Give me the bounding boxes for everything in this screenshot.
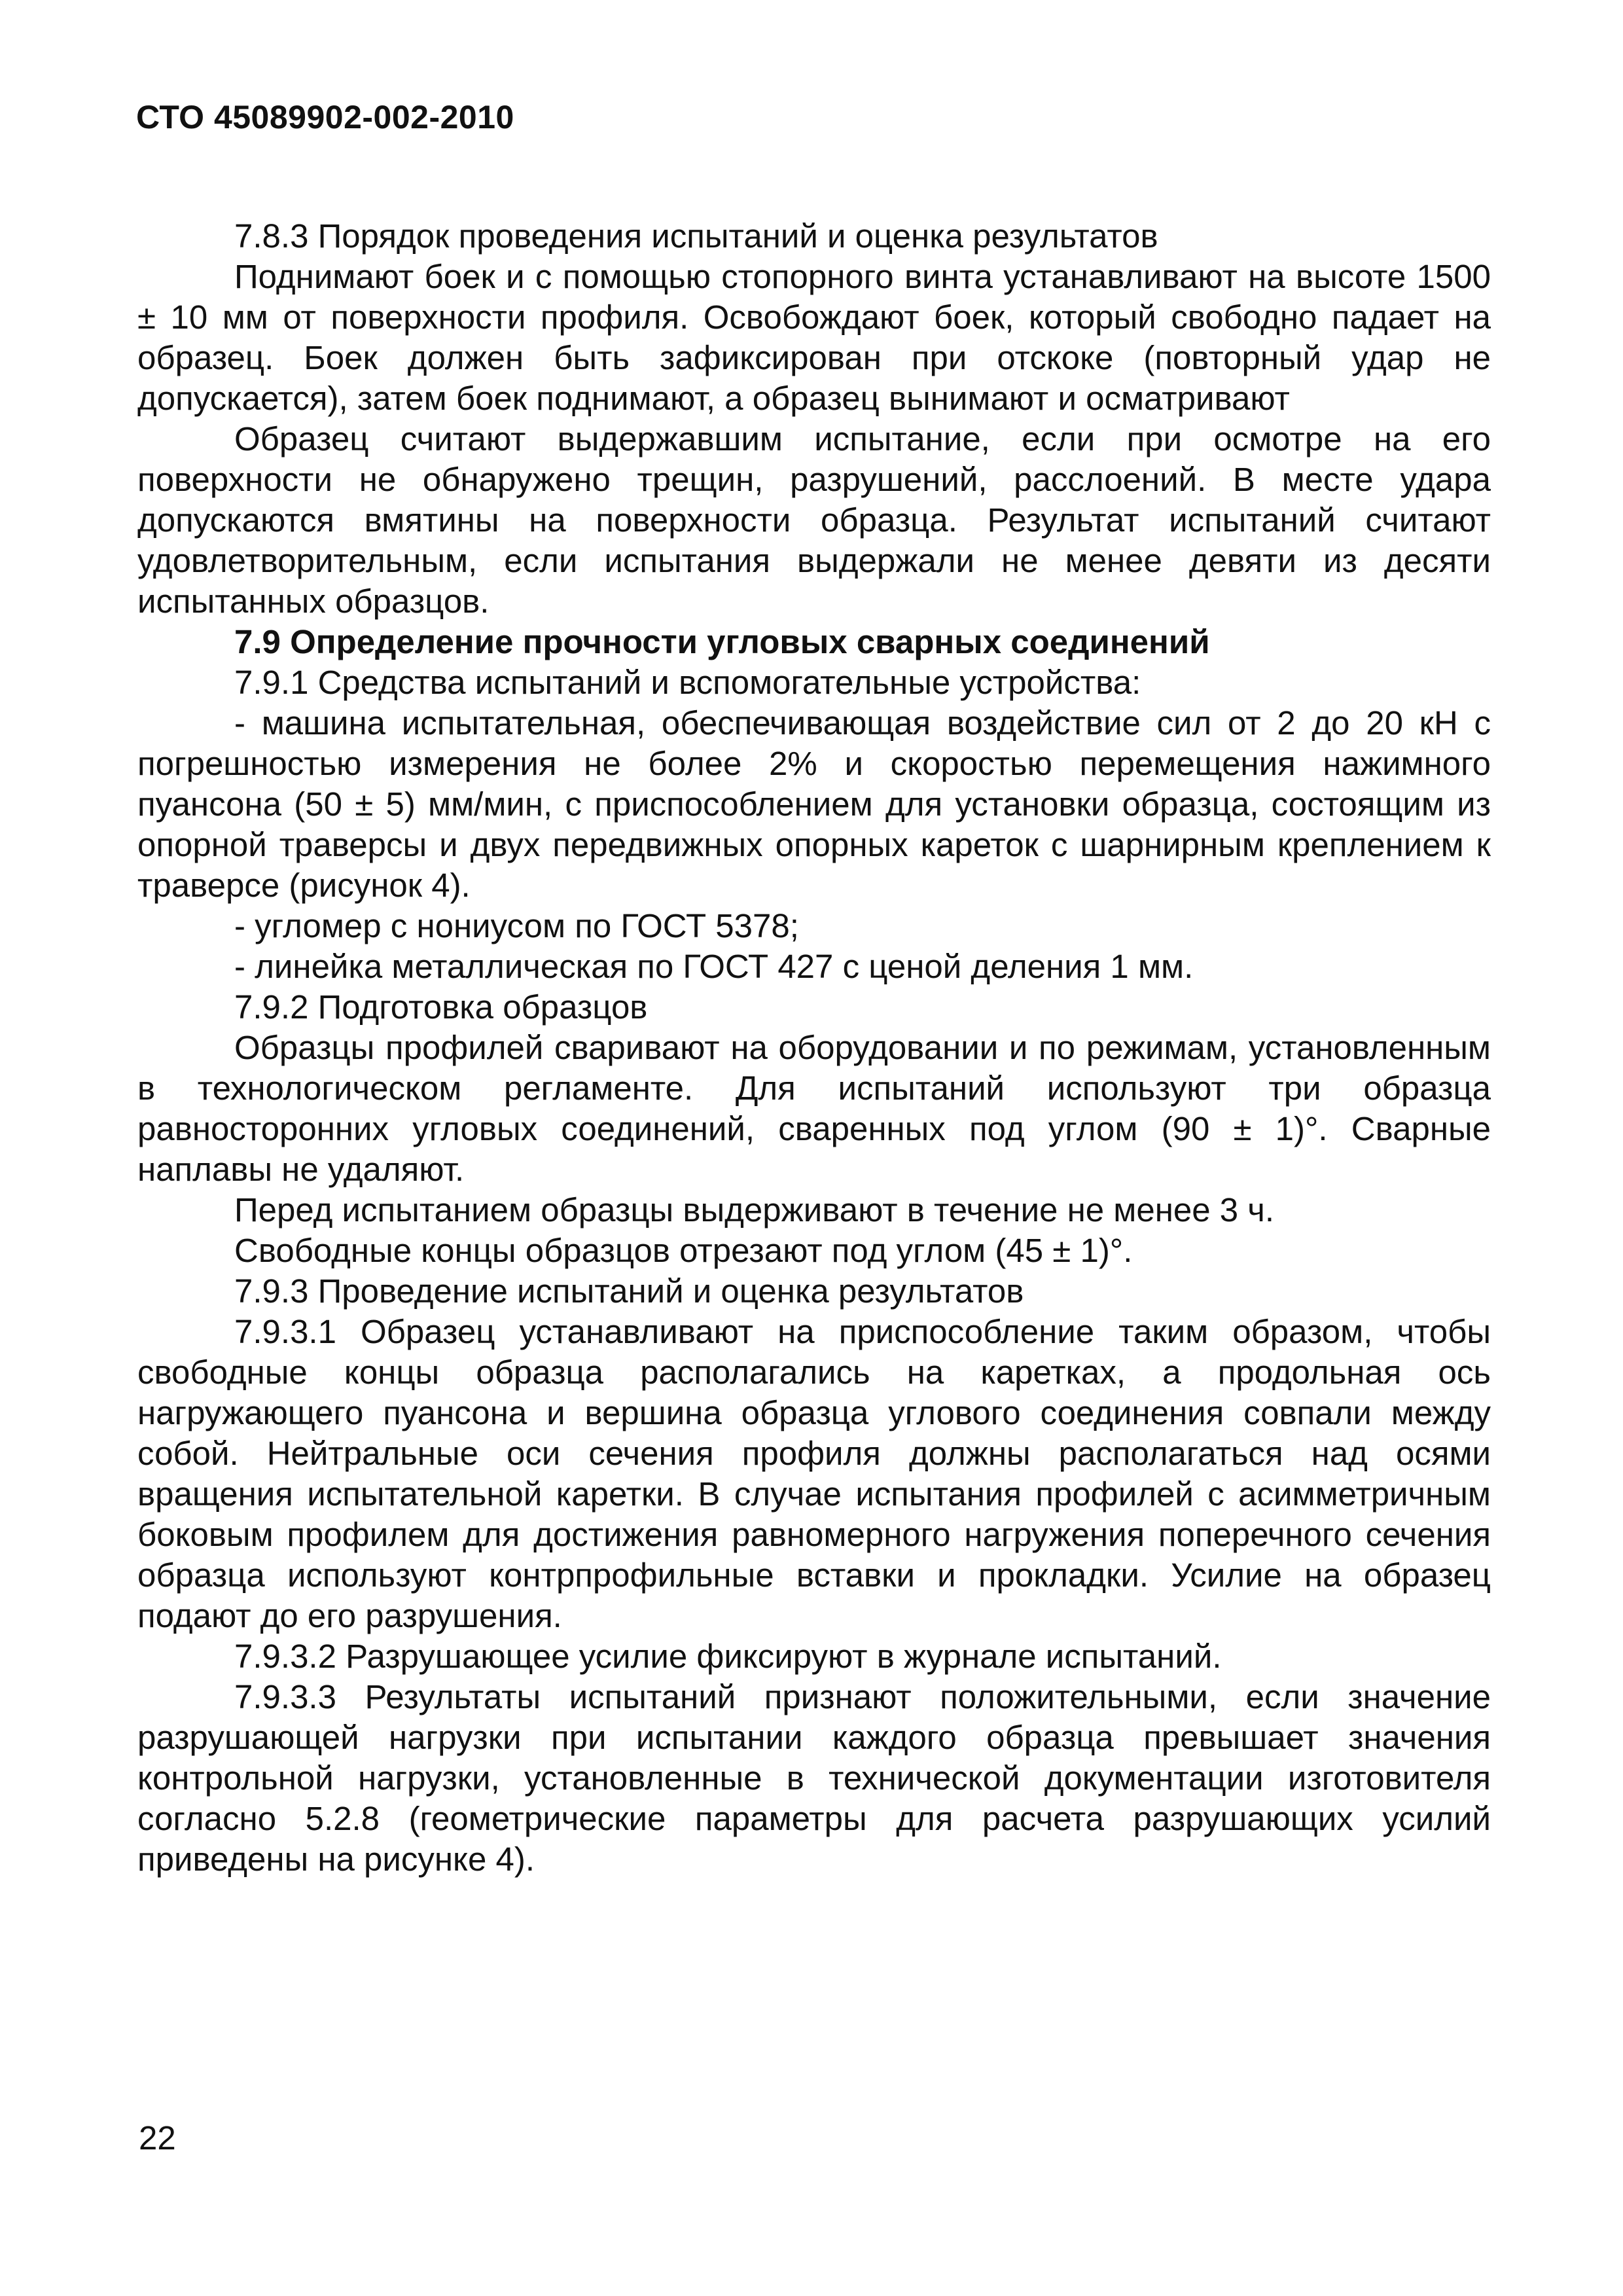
section-heading-7-9: 7.9 Определение прочности угловых сварных соединений — [234, 623, 1210, 660]
page-number: 22 — [139, 2119, 176, 2157]
section-title-7-9-3: 7.9.3 Проведение испытаний и оценка результатов — [234, 1272, 1024, 1310]
list-item: - машина испытательная, обеспечивающая воздействие сил от 2 до 20 кН с погрешностью измерения не более 2% и скоростью перемещения нажимного пуансона (50 ± 5) мм/мин, с приспособлением для установки образца, состоящим из опорной траверсы и двух передвижных опорных кареток с шарнирным креплением к траверсе (рисунок 4). — [137, 704, 1491, 904]
paragraph: 7.9.3.2 Разрушающее усилие фиксируют в журнале испытаний. — [234, 1638, 1222, 1675]
document-code: СТО 45089902-002-2010 — [136, 99, 514, 135]
paragraph: 7.9.3.3 Результаты испытаний признают положительными, если значение разрушающей нагрузки при испытании каждого образца превышает значения контрольной нагрузки, установленные в технической документации изготовителя согласно 5.2.8 (геометрические параметры для расчета разрушающих усилий приведены на рисунке 4). — [137, 1678, 1491, 1878]
paragraph: Образцы профилей сваривают на оборудовании и по режимам, установленным в технологическом регламенте. Для испытаний используют три образца равносторонних угловых соединений, сваренных под углом (90 ± 1)°. Сварные наплавы не удаляют. — [137, 1029, 1491, 1188]
paragraph: 7.9.3.1 Образец устанавливают на приспособление таким образом, чтобы свободные концы образца располагались на каретках, а продольная ось нагружающего пуансона и вершина образца углового соединения совпали между собой. Нейтральные оси сечения профиля должны располагаться над осями вращения испытательной каретки. В случае испытания профилей с асимметричным боковым профилем для достижения равномерного нагружения поперечного сечения образца используют контрпрофильные вставки и прокладки. Усилие на образец подают до его разрушения. — [137, 1313, 1491, 1634]
section-title-7-9-1: 7.9.1 Средства испытаний и вспомогательные устройства: — [234, 664, 1141, 701]
paragraph: Образец считают выдержавшим испытание, если при осмотре на его поверхности не обнаружено трещин, разрушений, расслоений. В месте удара допускаются вмятины на поверхности образца. Результат испытаний считают удовлетворительным, если испытания выдержали не менее девяти из десяти испытанных образцов. — [137, 420, 1491, 620]
section-title-7-8-3: 7.8.3 Порядок проведения испытаний и оценка результатов — [234, 217, 1158, 255]
list-item: - угломер с нониусом по ГОСТ 5378; — [234, 907, 799, 944]
section-title-7-9-2: 7.9.2 Подготовка образцов — [234, 988, 648, 1026]
paragraph: Поднимают боек и с помощью стопорного винта устанавливают на высоте 1500 ± 10 мм от поверхности профиля. Освобождают боек, который свободно падает на образец. Боек должен быть зафиксирован при отскоке (повторный удар не допускается), затем боек поднимают, а образец вынимают и осматривают — [137, 258, 1491, 417]
paragraph: Свободные концы образцов отрезают под углом (45 ± 1)°. — [234, 1232, 1133, 1269]
document-body — [137, 216, 1491, 1880]
paragraph: Перед испытанием образцы выдерживают в течение не менее 3 ч. — [234, 1191, 1275, 1229]
list-item: - линейка металлическая по ГОСТ 427 с ценой деления 1 мм. — [234, 948, 1194, 985]
